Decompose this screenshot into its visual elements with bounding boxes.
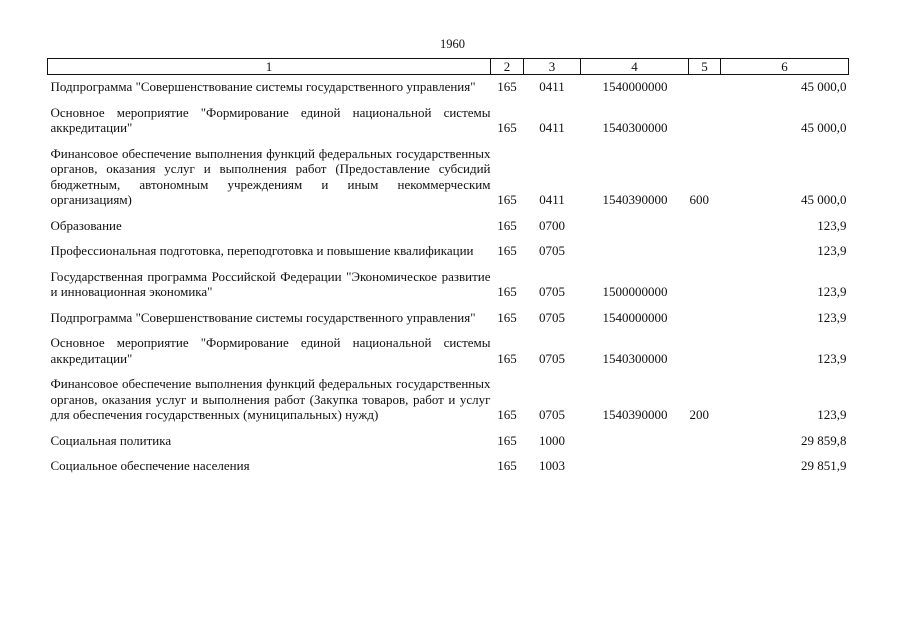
table-row [48, 259, 849, 300]
row-amount: 123,9 [817, 217, 847, 233]
row-name: Государственная программа Российской Федерации "Экономическое развитие и инновационная экономика" [50, 268, 491, 299]
row-amount: 29 851,9 [801, 458, 847, 473]
table-body [48, 75, 849, 474]
row-amount: 123,9 [817, 309, 847, 325]
row-amount: 123,9 [817, 284, 847, 299]
row-code-3: 0700 [539, 217, 565, 233]
column-header-5: 5 [689, 59, 721, 75]
row-code-4: 1540300000 [602, 350, 668, 366]
column-header-2: 2 [491, 59, 524, 75]
table-row [48, 300, 849, 326]
row-code-2: 165 [497, 284, 517, 299]
row-code-5: 600 [689, 192, 709, 207]
row-code-2: 165 [497, 407, 517, 422]
row-name: Подпрограмма "Совершенствование системы государственного управления" [50, 309, 476, 325]
row-code-5 [689, 423, 721, 449]
row-name: Социальная политика [50, 432, 172, 448]
column-header-4: 4 [581, 59, 689, 75]
row-code-4 [581, 208, 689, 234]
row-code-2: 165 [497, 192, 517, 207]
row-code-4 [581, 448, 689, 474]
table-row [48, 75, 849, 95]
row-code-2: 165 [497, 350, 517, 366]
row-amount: 123,9 [817, 407, 847, 422]
column-header-3: 3 [524, 59, 581, 75]
row-code-3: 0411 [539, 192, 565, 207]
table-row [48, 325, 849, 366]
row-amount: 29 859,8 [801, 432, 847, 448]
row-code-2: 165 [497, 432, 517, 448]
row-code-4: 1540390000 [602, 407, 668, 422]
row-code-4: 1500000000 [602, 284, 668, 299]
table-row [48, 448, 849, 474]
table-row [48, 233, 849, 259]
row-code-4: 1540000000 [602, 79, 668, 94]
row-name: Основное мероприятие "Формирование единой национальной системы аккредитации" [50, 104, 491, 135]
table-row [48, 95, 849, 136]
table-header [48, 59, 849, 75]
row-code-5 [689, 259, 721, 300]
header-row [48, 59, 849, 75]
row-code-3: 0705 [539, 243, 565, 258]
row-amount: 123,9 [817, 243, 847, 258]
row-code-3: 1003 [539, 458, 565, 473]
row-amount: 45 000,0 [801, 79, 847, 94]
row-code-2: 165 [497, 309, 517, 325]
row-code-5: 200 [689, 407, 709, 422]
row-code-2: 165 [497, 458, 517, 473]
row-code-5 [689, 325, 721, 366]
row-code-3: 0705 [539, 284, 565, 299]
row-name: Профессиональная подготовка, переподготовка и повышение квалификации [50, 243, 474, 258]
row-code-2: 165 [497, 243, 517, 258]
row-amount: 45 000,0 [801, 192, 847, 207]
row-amount: 123,9 [817, 350, 847, 366]
column-header-1: 1 [48, 59, 491, 75]
row-amount: 45 000,0 [801, 120, 847, 135]
row-name: Образование [50, 217, 122, 233]
row-code-4 [581, 233, 689, 259]
table-row [48, 136, 849, 208]
row-code-5 [689, 95, 721, 136]
row-name: Подпрограмма "Совершенствование системы государственного управления" [50, 79, 476, 94]
budget-table [47, 58, 849, 474]
row-code-5 [689, 208, 721, 234]
row-code-4: 1540390000 [602, 192, 668, 207]
row-code-2: 165 [497, 217, 517, 233]
row-code-3: 0411 [539, 79, 565, 94]
row-code-2: 165 [497, 79, 517, 94]
row-name: Социальное обеспечение населения [50, 458, 250, 473]
table-row [48, 366, 849, 423]
row-code-4: 1540000000 [602, 309, 668, 325]
row-code-5 [689, 448, 721, 474]
row-code-5 [689, 300, 721, 326]
row-code-3: 0411 [539, 120, 565, 135]
row-code-3: 0705 [539, 350, 565, 366]
row-code-4 [581, 423, 689, 449]
row-code-3: 0705 [539, 407, 565, 422]
row-code-3: 1000 [539, 432, 565, 448]
row-code-4: 1540300000 [602, 120, 668, 135]
row-name: Финансовое обеспечение выполнения функций федеральных государственных органов, оказания услуг и выполнения работ (Предоставление субсидий бюджетным, автономным учреждениям и иным некоммерческим организациям) [50, 145, 491, 207]
row-name: Основное мероприятие "Формирование единой национальной системы аккредитации" [50, 335, 491, 366]
row-code-2: 165 [497, 120, 517, 135]
row-code-5 [689, 233, 721, 259]
row-name: Финансовое обеспечение выполнения функций федеральных государственных органов, оказания услуг и выполнения работ (Закупка товаров, работ и услуг для обеспечения государственных (муниципальных) нужд) [50, 376, 491, 422]
row-code-3: 0705 [539, 309, 565, 325]
table-row [48, 208, 849, 234]
row-code-5 [689, 75, 721, 95]
page-number: 1960 [440, 37, 465, 51]
table-row [48, 423, 849, 449]
column-header-6: 6 [721, 59, 849, 75]
